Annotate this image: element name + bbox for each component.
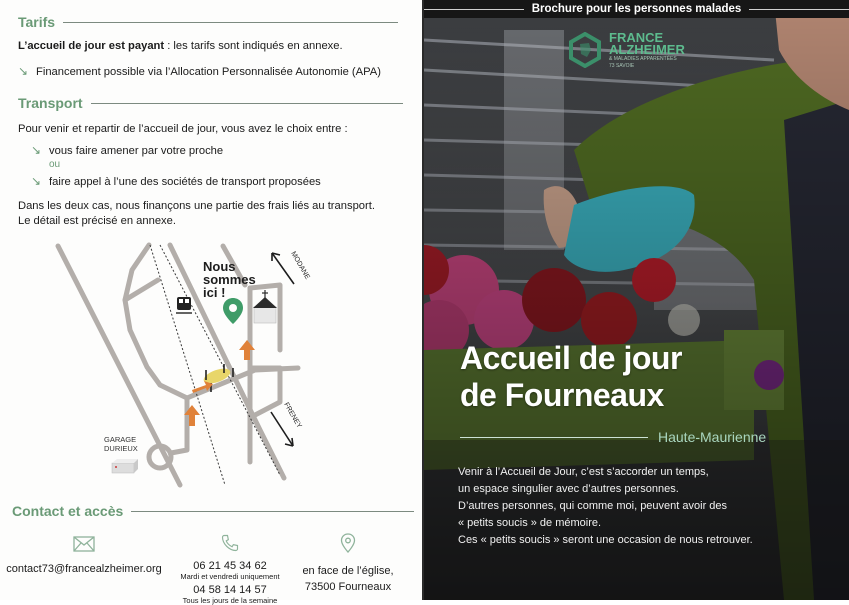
address-line-1: en face de l’église, xyxy=(302,565,394,577)
tarifs-bullet xyxy=(18,64,381,78)
phone-2-note: Tous les jours de la semaine xyxy=(182,596,278,605)
logo-line-3: & MALADIES APPARENTÉES xyxy=(609,56,677,62)
brochure-banner xyxy=(424,0,849,18)
phone-1-note: Mardi et vendredi uniquement xyxy=(180,572,280,581)
map-drawing xyxy=(50,240,320,490)
transport-heading: Transport xyxy=(18,95,83,111)
contact-address xyxy=(292,533,404,595)
logo-line-4: 73 SAVOIE xyxy=(609,63,635,69)
tarifs-heading: Tarifs xyxy=(18,14,56,30)
intro-line: Ces « petits soucis » seront une occasion de nous retrouver. xyxy=(458,534,753,546)
logo-emblem-icon xyxy=(567,32,603,68)
garage-building-icon xyxy=(112,459,138,473)
phone-icon xyxy=(220,533,240,553)
section-title-transport xyxy=(18,95,403,111)
transport-option-2-text: faire appel à l’une des sociétés de transport proposées xyxy=(49,176,321,188)
banner-line xyxy=(749,9,849,10)
brochure-cover xyxy=(424,0,849,600)
email-link[interactable]: contact73@francealzheimer.org xyxy=(6,563,162,575)
cover-title-line-1: Accueil de jour xyxy=(460,340,682,376)
address-line-2: 73500 Fourneaux xyxy=(304,581,392,593)
svg-text:DURIEUX: DURIEUX xyxy=(104,444,138,453)
map-here-label: Nous xyxy=(203,259,236,274)
cover-intro-text xyxy=(458,464,753,549)
svg-text:sommes: sommes xyxy=(203,272,256,287)
tarifs-statement xyxy=(18,40,343,52)
transport-option-1-text: vous faire amener par votre proche xyxy=(49,145,224,157)
contact-phone xyxy=(160,533,300,605)
phone-1[interactable]: 06 21 45 34 62 xyxy=(193,560,267,572)
section-title-tarifs xyxy=(18,14,398,30)
intro-line: un espace singulier avec d’autres personnes. xyxy=(458,483,679,495)
train-icon xyxy=(176,297,192,313)
banner-text: Brochure pour les personnes malades xyxy=(531,3,742,15)
location-pin-icon xyxy=(340,533,356,553)
tarifs-bullet-text: Financement possible via l’Allocation Personnalisée Autonomie (APA) xyxy=(36,66,381,78)
tarifs-statement-bold: L’accueil de jour est payant xyxy=(18,40,165,52)
transport-option-2 xyxy=(31,174,321,188)
transport-note-2: Le détail est précisé en annexe. xyxy=(18,215,176,227)
banner-line xyxy=(424,9,524,10)
intro-line: D’autres personnes, qui comme moi, peuvent avoir des xyxy=(458,500,728,512)
brochure-left-panel xyxy=(0,0,423,605)
divider-line xyxy=(131,511,414,512)
arrow-down-right-icon: ↘ xyxy=(31,143,42,157)
contact-email xyxy=(6,536,162,575)
cover-title xyxy=(460,340,682,414)
region-text: Haute-Maurienne xyxy=(658,429,767,445)
france-alzheimer-logo xyxy=(567,32,685,70)
phone-2[interactable]: 04 58 14 14 57 xyxy=(193,584,267,596)
church-icon xyxy=(253,290,277,323)
region-line xyxy=(460,437,648,438)
svg-text:MODANE: MODANE xyxy=(289,250,311,281)
section-title-contact xyxy=(12,503,414,519)
transport-note-1: Dans les deux cas, nous finançons une partie des frais liés au transport. xyxy=(18,200,375,212)
intro-line: « petits soucis » de mémoire. xyxy=(458,517,602,529)
tarifs-statement-rest: : les tarifs sont indiqués en annexe. xyxy=(164,40,343,52)
svg-text:GARAGE: GARAGE xyxy=(104,435,137,444)
arrow-down-right-icon: ↘ xyxy=(31,174,42,188)
contact-heading: Contact et accès xyxy=(12,503,124,519)
direction-modane xyxy=(272,253,294,284)
logo-line-1: FRANCE xyxy=(609,30,664,45)
arrow-down-right-icon: ↘ xyxy=(18,64,29,78)
svg-text:ici !: ici ! xyxy=(203,285,226,300)
intro-line: Venir à l’Accueil de Jour, c’est s’accorder un temps, xyxy=(458,466,709,478)
region-label xyxy=(460,429,766,445)
envelope-icon xyxy=(73,536,95,552)
divider-line xyxy=(63,22,398,23)
transport-option-1 xyxy=(31,143,223,157)
access-map xyxy=(50,240,320,495)
divider-line xyxy=(91,103,403,104)
svg-text:FRENEY: FRENEY xyxy=(282,401,303,430)
transport-intro: Pour venir et repartir de l’accueil de jour, vous avez le choix entre : xyxy=(18,123,348,135)
cover-title-line-2: de Fourneaux xyxy=(460,377,664,413)
location-pin-icon xyxy=(223,298,243,324)
logo-line-2: ALZHEIMER xyxy=(609,42,685,57)
transport-or: ou xyxy=(49,159,61,170)
